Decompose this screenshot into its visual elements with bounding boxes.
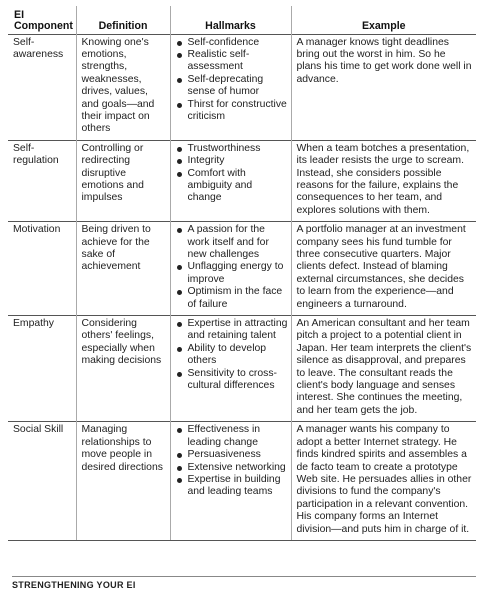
definition-cell: Being driven to achieve for the sake of achievement	[76, 222, 170, 316]
ei-components-table	[8, 6, 476, 541]
bullet-icon	[177, 347, 182, 352]
hallmark-text: Extensive networking	[187, 461, 286, 473]
hallmark-item	[176, 49, 288, 74]
hallmark-item	[176, 286, 288, 311]
hallmarks-list	[176, 37, 288, 124]
table-row	[8, 422, 476, 541]
bullet-icon	[177, 466, 182, 471]
bullet-icon	[177, 428, 182, 433]
hallmark-text: Unflagging energy to improve	[187, 261, 284, 285]
bullet-icon	[177, 103, 182, 108]
bullet-icon	[177, 322, 182, 327]
example-cell: An American consultant and her team pitch a project to a potential client in Japan. Her team interprets the client's silence as disapproval, and prepares to leave. The consultant reads the client's body language and senses interest. She continues the meeting, and her team gets the job.	[291, 316, 476, 422]
hallmark-text: Comfort with ambiguity and change	[187, 167, 253, 204]
bullet-icon	[177, 78, 182, 83]
hallmark-item	[176, 37, 288, 49]
hallmarks-cell	[170, 140, 291, 221]
hallmark-item	[176, 449, 288, 461]
hallmark-item	[176, 261, 288, 286]
hallmarks-cell	[170, 316, 291, 422]
hallmarks-list	[176, 143, 288, 205]
hallmarks-cell	[170, 222, 291, 316]
hallmark-text: Effectiveness in leading change	[187, 424, 261, 448]
bullet-icon	[177, 53, 182, 58]
definition-cell: Knowing one's emotions, strengths, weaknesses, drives, values, and goals—and their impact on others	[76, 34, 170, 140]
hallmarks-cell	[170, 422, 291, 541]
hallmark-item	[176, 74, 288, 99]
hallmark-text: Expertise in building and leading teams	[187, 473, 281, 498]
bullet-icon	[177, 172, 182, 177]
component-cell: Social Skill	[8, 422, 76, 541]
hallmark-text: Self-confidence	[187, 36, 260, 48]
hallmark-item	[176, 99, 288, 124]
component-cell: Self-regulation	[8, 140, 76, 221]
hallmark-item	[176, 318, 288, 343]
header-definition: Definition	[76, 6, 170, 34]
hallmarks-cell	[170, 34, 291, 140]
hallmark-item	[176, 474, 288, 499]
bullet-icon	[177, 372, 182, 377]
hallmark-item	[176, 224, 288, 261]
header-example: Example	[291, 6, 476, 34]
hallmarks-list	[176, 224, 288, 311]
example-cell: A manager wants his company to adopt a better Internet strategy. He finds kindred spirits and assembles a de facto team to create a prototype Web site. He persuades allies in other divisions to fund the company's participation in a relevant convention. His company forms an Internet division—and puts him in charge of it.	[291, 422, 476, 541]
component-cell: Empathy	[8, 316, 76, 422]
hallmark-text: Integrity	[187, 155, 225, 167]
hallmark-text: Persuasiveness	[187, 449, 261, 461]
hallmark-item	[176, 462, 288, 474]
hallmark-text: Sensitivity to cross-cultural differences	[187, 367, 277, 392]
header-ei-component: EI Component	[14, 8, 73, 32]
hallmark-item	[176, 368, 288, 393]
hallmarks-list	[176, 318, 288, 392]
bullet-icon	[177, 290, 182, 295]
example-cell: A manager knows tight deadlines bring out the worst in him. So he plans his time to get work done well in advance.	[291, 34, 476, 140]
hallmark-text: Trustworthiness	[187, 142, 261, 154]
hallmark-text: Optimism in the face of failure	[187, 286, 283, 310]
bullet-icon	[177, 228, 182, 233]
bullet-icon	[177, 265, 182, 270]
hallmark-text: Ability to develop others	[187, 342, 267, 367]
definition-cell: Managing relationships to move people in desired directions	[76, 422, 170, 541]
table-header-row	[8, 6, 476, 34]
bullet-icon	[177, 478, 182, 483]
component-cell: Self-awareness	[8, 34, 76, 140]
definition-cell: Considering others' feelings, especially when making decisions	[76, 316, 170, 422]
hallmark-item	[176, 143, 288, 155]
hallmark-text: A passion for the work itself and for new challenges	[187, 224, 269, 260]
header-hallmarks: Hallmarks	[170, 6, 291, 34]
hallmark-item	[176, 343, 288, 368]
example-cell: A portfolio manager at an investment company sees his fund tumble for three consecutive quarters. Major clients defect. Instead of blaming external circumstances, she decides to learn from the experience—and engineers a turnaround.	[291, 222, 476, 316]
component-cell: Motivation	[8, 222, 76, 316]
table-row	[8, 222, 476, 316]
bullet-icon	[177, 147, 182, 152]
section-heading: STRENGTHENING YOUR EI	[12, 576, 476, 590]
hallmark-text: Self-deprecating sense of humor	[187, 73, 264, 98]
table-row	[8, 316, 476, 422]
bullet-icon	[177, 41, 182, 46]
definition-cell: Controlling or redirecting disruptive emotions and impulses	[76, 140, 170, 221]
hallmark-text: Thirst for constructive criticism	[187, 98, 287, 122]
hallmarks-list	[176, 424, 288, 498]
table-row	[8, 140, 476, 221]
hallmark-item	[176, 168, 288, 205]
hallmark-item	[176, 155, 288, 167]
hallmark-text: Expertise in attracting and retaining talent	[187, 318, 288, 342]
table-row	[8, 34, 476, 140]
hallmark-item	[176, 424, 288, 449]
bullet-icon	[177, 453, 182, 458]
hallmark-text: Realistic self-assessment	[187, 48, 250, 73]
bullet-icon	[177, 159, 182, 164]
example-cell: When a team botches a presentation, its leader resists the urge to scream. Instead, she considers possible reasons for the failure, explains the consequences to her team, and explores solutions with them.	[291, 140, 476, 221]
